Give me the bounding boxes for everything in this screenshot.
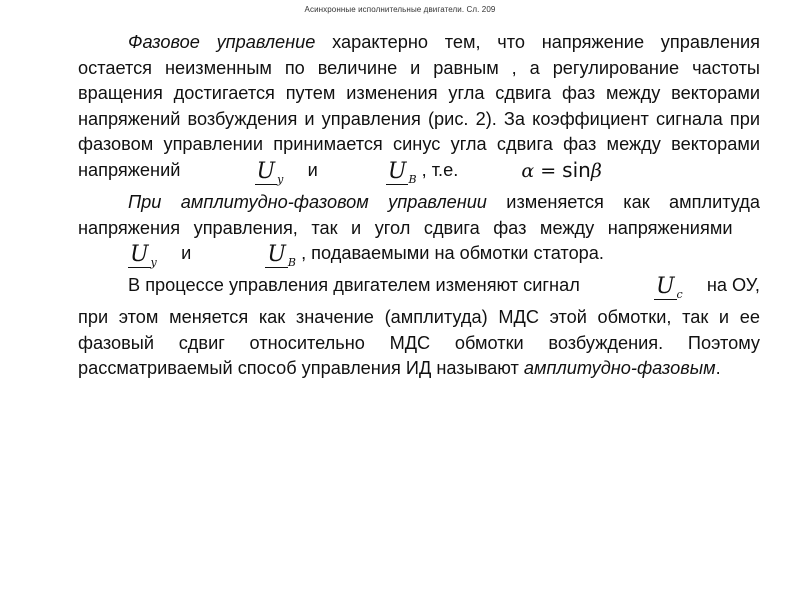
term-amplitude-phase: амплитудно-фазовым [523,358,716,379]
slide-body [78,30,760,382]
symbol-u-excitation-2: U $_В$ [267,242,296,270]
symbol-u-control-2: U $_у$ [130,242,157,270]
symbol-u-signal: U $_с$ [655,274,683,302]
formula-alpha-sin-beta: α = sinβ [521,157,602,182]
term-amplitude-phase-control: При амплитудно-фазовом управлении [128,191,487,212]
symbol-u-excitation: U $_В$ [387,158,417,186]
and-word: и [307,159,318,180]
paragraph2-end: , подаваемыми на обмотки статора. [301,243,604,264]
period: . [715,358,721,379]
slide-header: Асинхронные исполнительные двигатели. Сл. 209 [304,5,496,14]
symbol-u-control: U $_у$ [256,158,284,186]
and-word-2: и [181,243,192,264]
paragraph-amplitude-phase [78,190,760,273]
paragraph2-text: изменяется как амплитуда напряжения управления, так и угол сдвига фаз между напряжениями [78,191,760,238]
paragraph-control-process [78,273,760,382]
ie-text: , т.е. [421,159,459,180]
paragraph3-text: на ОУ, при этом меняется как значение (амплитуда) МДС этой обмотки, так и ее фазовый сдвиг относительно МДС обмотки возбуждения. Поэтому рассматриваемый способ управления ИД называют [78,275,760,379]
paragraph3-text-start: В процессе управления двигателем изменяют сигнал [128,275,580,296]
term-phase-control: Фазовое управление [128,32,316,52]
paragraph-phase-control [78,30,760,190]
paragraph1-text: характерно тем, что напряжение управления остается неизменным по величине и равным , а регулирование частоты вращения достигается путем изменения угла сдвига фаз между векторами напряжений возбуждения и управления (рис. 2). За коэффициент сигнала при фазовом управлении принимается синус угла сдвига фаз между векторами напряжений [78,32,760,180]
